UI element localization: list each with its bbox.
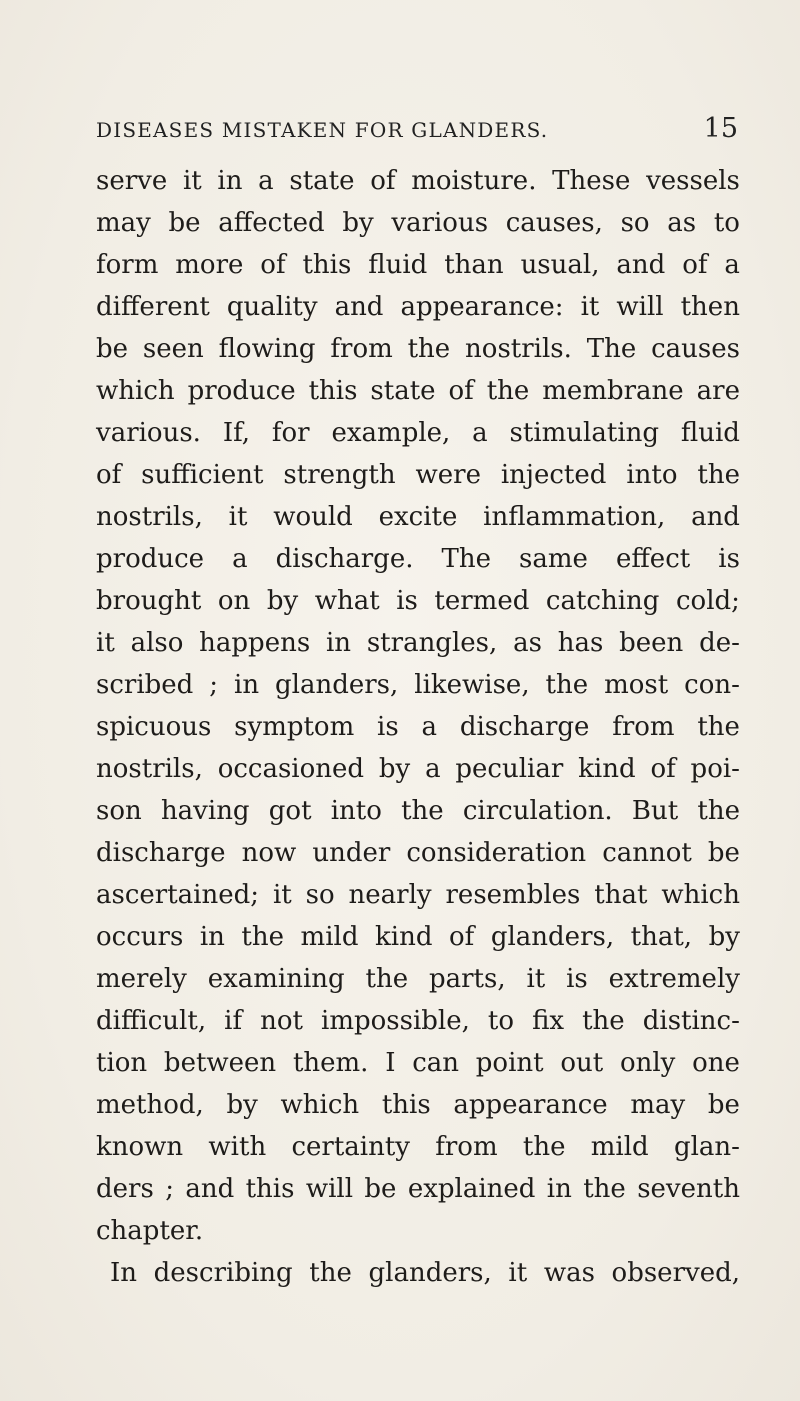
text-line: occurs in the mild kind of glanders, that, by <box>96 922 740 952</box>
page-number: 15 <box>703 113 738 144</box>
text-line: nostrils, occasioned by a peculiar kind of poi- <box>96 754 740 784</box>
text-line: nostrils, it would excite inflammation, and <box>96 502 740 532</box>
text-line: tion between them. I can point out only one <box>96 1048 740 1078</box>
text-line: discharge now under consideration cannot be <box>96 838 740 868</box>
text-line: In describing the glanders, it was observed, <box>110 1258 740 1288</box>
text-line: serve it in a state of moisture. These vessels <box>96 166 740 196</box>
text-line: method, by which this appearance may be <box>96 1090 740 1120</box>
text-line: ders ; and this will be explained in the seventh <box>96 1174 740 1204</box>
running-head: DISEASES MISTAKEN FOR GLANDERS. <box>96 118 549 142</box>
text-line: chapter. <box>96 1216 204 1246</box>
text-line: which produce this state of the membrane are <box>96 376 740 406</box>
text-line: different quality and appearance: it will then <box>96 292 740 322</box>
text-line: ascertained; it so nearly resembles that which <box>96 880 740 910</box>
text-line: difficult, if not impossible, to fix the distinc- <box>96 1006 740 1036</box>
text-line: brought on by what is termed catching cold; <box>96 586 740 616</box>
text-line: produce a discharge. The same effect is <box>96 544 740 574</box>
text-line: spicuous symptom is a discharge from the <box>96 712 740 742</box>
text-line: scribed ; in glanders, likewise, the most con- <box>96 670 740 700</box>
text-line: of sufficient strength were injected into the <box>96 460 740 490</box>
body-text <box>96 160 740 1294</box>
text-line: it also happens in strangles, as has been de- <box>96 628 740 658</box>
text-line: merely examining the parts, it is extremely <box>96 964 740 994</box>
text-line: form more of this fluid than usual, and of a <box>96 250 740 280</box>
text-line: may be affected by various causes, so as to <box>96 208 740 238</box>
text-line: be seen flowing from the nostrils. The causes <box>96 334 740 364</box>
text-line: known with certainty from the mild glan- <box>96 1132 740 1162</box>
page-header <box>96 113 738 152</box>
text-line: various. If, for example, a stimulating fluid <box>96 418 740 448</box>
text-line: son having got into the circulation. But the <box>96 796 740 826</box>
